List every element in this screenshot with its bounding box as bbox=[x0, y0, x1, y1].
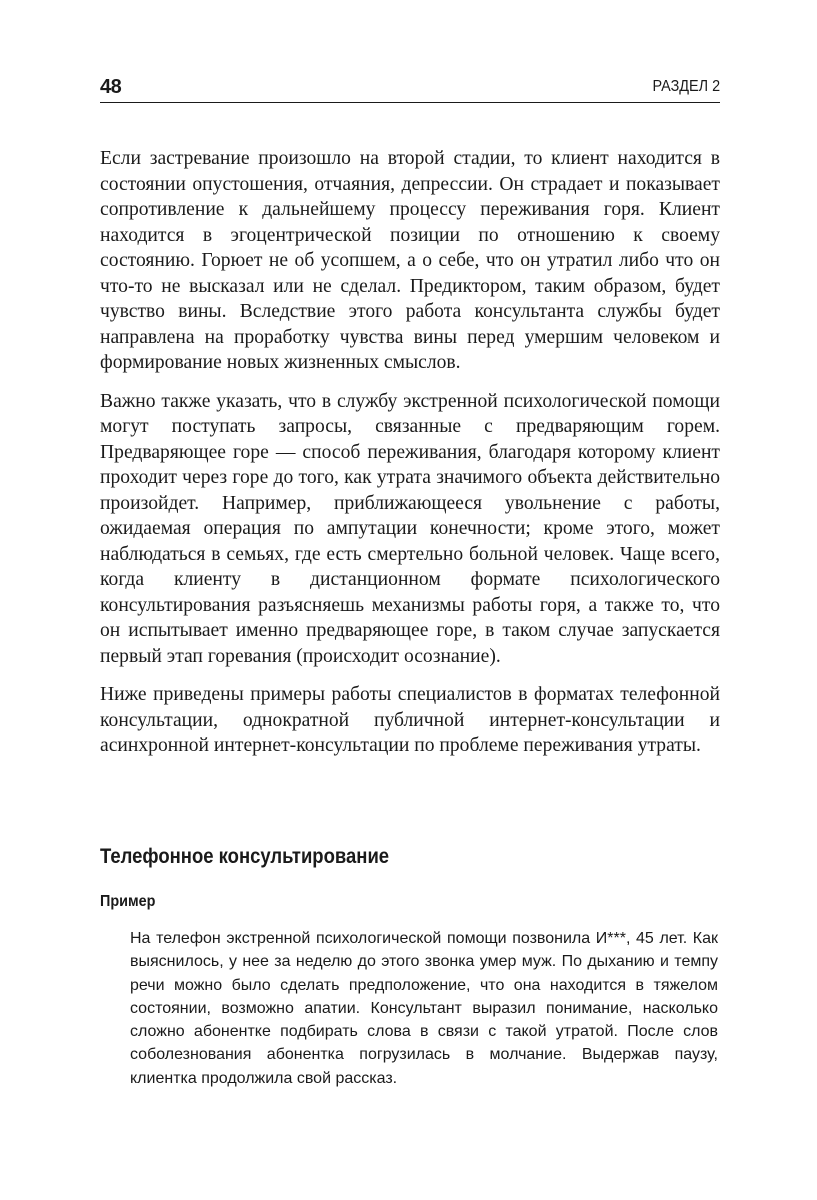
example-label: Пример bbox=[100, 893, 156, 910]
paragraph: Ниже приведены примеры работы специалистов в форматах телефонной консультации, однократной публичной интернет-консультации и асинхронной интернет-консультации по проблеме переживания утраты. bbox=[100, 684, 720, 756]
paragraph: Если застревание произошло на второй стадии, то клиент находится в состоянии опустошения, отчаяния, депрессии. Он страдает и показывает сопротивление к дальнейшему процессу переживания горя. Клиент находится в эгоцентрической позиции по отношению к своему состоянию. Горюет не об усопшем, а о себе, что он утратил либо что он что-то не высказал или не сделал. Предиктором, таким образом, будет чувство вины. Вследствие этого работа консультанта службы будет направлена на проработку чувства вины перед умершим человеком и формирование новых жизненных смыслов. bbox=[100, 148, 720, 373]
paragraph: Важно также указать, что в службу экстренной психологической помощи могут поступать запросы, связанные с предваряющим горем. Предваряющее горе — способ переживания, благодаря которому клиент проходит через горе до того, как утрата значимого объекта действительно произойдет. Например, приближающееся увольнение с работы, ожидаемая операция по ампутации конечности; кроме этого, может наблюдаться в семьях, где есть смертельно больной человек. Чаще всего, когда клиенту в дистанционном формате психологического консультирования разъясняешь механизмы работы горя, а также то, что он испытывает именно предваряющее горе, в таком случае запускается первый этап горевания (происходит осознание). bbox=[100, 390, 720, 667]
example-text: На телефон экстренной психологической помощи позвонила И***, 45 лет. Как выяснилось, у нее за неделю до этого звонка умер муж. По дыханию и темпу речи можно было сделать предположение, что она находится в тяжелом состоянии, возможно апатии. Консультант выразил понимание, насколько сложно абонентке подбирать слова в связи с такой утратой. После слов соболезнования абонентка погрузилась в молчание. Выдержав паузу, клиентка продолжила свой рассказ. bbox=[130, 930, 718, 1087]
section-subheading: Телефонное консультирование bbox=[100, 845, 390, 868]
page-number: 48 bbox=[100, 76, 122, 98]
running-header bbox=[100, 72, 720, 103]
body-text bbox=[100, 146, 720, 772]
section-label: РАЗДЕЛ 2 bbox=[652, 78, 720, 95]
